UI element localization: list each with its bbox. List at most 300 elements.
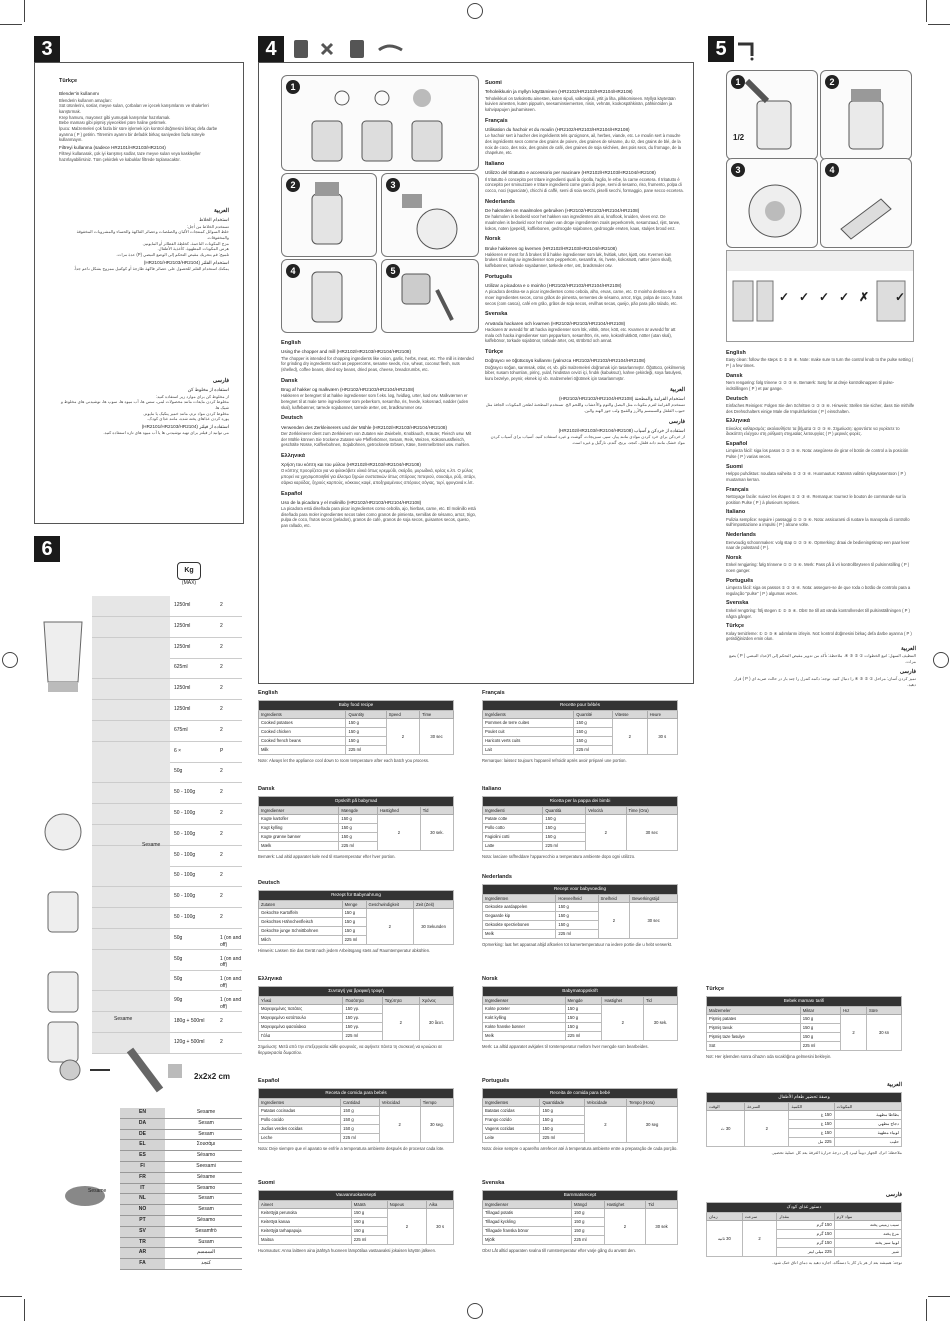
- quantity-cell: 150 g: [565, 1014, 602, 1023]
- quantity-cell: 150 g: [574, 728, 613, 737]
- speed-value: 2: [220, 602, 223, 608]
- lang-heading: English: [726, 350, 746, 356]
- column-header: Ingredienti: [483, 806, 543, 815]
- check-mark: ✓: [895, 290, 906, 304]
- table-row: [259, 815, 454, 824]
- ingredient-cell: Leite: [483, 1134, 540, 1143]
- column-header: Υλικά: [259, 996, 343, 1005]
- lang-code: IT: [120, 1184, 165, 1194]
- paragraph: Hakkeren er ment for å brukes til å hakke ingredienser som løk, hvitløk, urter, kjøtt, osv. Kvernen kan brukes til maling av ingredienser som pepperkorn, sesamfrø, ris, hvete, kokosnøtt, nøtter (uten skall), kaffebønner, tørkede soyabønner, tørkede erter, ost, brødsmuler osv.: [485, 251, 673, 269]
- ingredient-cell: Cooked chicken: [259, 728, 346, 737]
- quantity-row: [92, 950, 242, 971]
- speed-value: 1 (on and off): [220, 976, 242, 990]
- speed-value: 2: [220, 851, 223, 858]
- quantity-cell: 150 g: [565, 1023, 602, 1032]
- lang-code: NO: [120, 1205, 165, 1215]
- crop-mark: [926, 0, 927, 22]
- recipe-note: ملاحظة: اترك الجهاز دوماً ليبرد إلى درجة حرارة الغرفة بعد كل عملية تحضير.: [771, 1150, 902, 1156]
- paragraph: Filtreyi kullanarak, çok iyi karışmış sodlar, taze meyve suları veya kaskleyller hazırlayabilirsiniz. Tüm çekirdek ve kabuklar filtrede toplanacaktır.: [59, 151, 201, 162]
- section-5-header-bar: [734, 36, 760, 62]
- lang-block: [726, 646, 916, 665]
- table-row: [483, 903, 678, 912]
- column-header: الكمية: [789, 1102, 834, 1111]
- lang-block: [726, 487, 916, 506]
- ingredient-cell: Patate cotte: [483, 815, 543, 824]
- quantity-cell: 150 غ: [789, 1129, 834, 1138]
- paragraph: Limpeza fácil: siga os passos ① ② ③ ④. Nota: assegure-se de que roda o botão de controlo para a regulação "pulse" ( P ) algumas vezes.: [726, 585, 911, 596]
- column-header: Tid: [420, 806, 453, 815]
- bullet: مخلوط کردن مایعات مانند محصولات لبنی، سس ها، آب میوه ها، سوپ ها، نوشیدنی های مخلوط و شیک ها.: [60, 399, 229, 410]
- table-row: [483, 719, 678, 728]
- sesame-word: السمسم: [196, 1249, 216, 1256]
- quantity-cell: 150 g: [540, 1125, 584, 1134]
- recipe-table: [482, 1190, 678, 1245]
- subheading: Doğrayıcı ve öğütücüyü kullanmı (yalnızca HR2102/HR2103/HR2104/HR2108): [485, 358, 646, 364]
- ingredient-cell: Kokte franske bønner: [483, 1023, 566, 1032]
- lang-heading: Español: [281, 490, 303, 497]
- quantity-cell: 225 ml: [346, 746, 386, 755]
- crop-mark: [928, 1296, 950, 1297]
- time-cell: 30 sn: [866, 1015, 901, 1051]
- column-header: Hastighet: [604, 1200, 646, 1209]
- recipe-title: Babymatoppskrift: [483, 987, 678, 996]
- lang-code: PT: [120, 1216, 165, 1226]
- speed-cell: 2: [841, 1015, 867, 1051]
- lang-row: [120, 1162, 242, 1173]
- quantity-value: 1250ml: [174, 685, 191, 692]
- quantity-cell: 150 g: [556, 912, 598, 921]
- column-header: زمان: [707, 1212, 743, 1221]
- lang-heading: Português: [485, 273, 513, 280]
- quantity-value: 90g: [174, 997, 183, 1004]
- quantity-cell: 150 g: [339, 833, 378, 842]
- lang-block: [485, 311, 685, 344]
- quantity-value: 50 - 100g: [174, 872, 196, 879]
- bullet: خلط السوائل كمنتجات الألبان والصلصات وعصائر الفاكهة والحساء والمشروبات المخفوقة والمخفوقات.: [76, 229, 229, 240]
- ingredient-image: [92, 596, 170, 616]
- paragraph: Der Zerkleinerer dient zum Zerkleinern von Zutaten wie Zwiebeln, Knoblauch, Kräuter, Fleisch usw. Mit der Mühle können Sie trockene Zutaten wie Pfefferkörner, Sesam, Reis, Weizen, Kokosnussfleisch, geschälte Nüsse, Kaffeebohnen, Sojabohnen, getrocknete Erbsen, Käse, Semmelbrösel usw. mahlen.: [281, 430, 472, 448]
- quantity-cell: 225 ml: [574, 746, 613, 755]
- quantity-cell: 150 γρ.: [343, 1023, 382, 1032]
- quantity-cell: 225 ml: [543, 842, 586, 851]
- s4-right-text: [485, 75, 685, 446]
- column-header: Vitesse: [612, 710, 647, 719]
- column-header: Χρόνος: [419, 996, 453, 1005]
- time-cell: 30 sec: [420, 719, 454, 755]
- quantity-cell: 150 g: [341, 1116, 380, 1125]
- column-header: Cantidad: [341, 1098, 380, 1107]
- subheading: Utilisation du hachoir et du moulin (HR2102/HR2103/HR2104/HR2108): [485, 127, 630, 133]
- ingredient-cell: Γάλα: [259, 1032, 343, 1041]
- ingredient-cell: Μαγειρεμένο κοτόπουλο: [259, 1014, 343, 1023]
- crop-mark: [24, 1299, 25, 1321]
- sesame-label: Sesame: [142, 842, 161, 848]
- recipe-title: Recette pour bébés: [483, 701, 678, 710]
- table-row: [707, 1015, 902, 1024]
- speed-value: 2: [220, 914, 223, 920]
- column-header: Aika: [427, 1200, 454, 1209]
- subheading: Blender'in kullanımı: [59, 91, 99, 97]
- ingredient-cell: دجاج مطهي: [834, 1120, 901, 1129]
- subheading: استخدام الفلتر (HR2101/HR2103/HR2104): [143, 259, 229, 265]
- cube-label: 2x2x2 cm: [194, 1072, 231, 1081]
- lang-heading: فارسی: [885, 1192, 902, 1198]
- lang-block: [281, 491, 477, 529]
- recipe-title: Receta de comida para bebés: [259, 1089, 454, 1098]
- recipe-block: [258, 1078, 454, 1152]
- lang-block: [726, 669, 916, 688]
- paragraph: تمیز کردن آسان: مراحل ① ② ③ ④ را دنبال کنید. توجه: دکمه کنترل را چند بار در حالت ضربه ای ( P ) قرار دهید.: [733, 676, 916, 687]
- lang-heading: Dansk: [281, 377, 298, 384]
- quantity-cell: 225 میلی لیتر: [777, 1248, 834, 1257]
- lang-heading: Italiano: [482, 786, 502, 792]
- recipe-block: [706, 1082, 902, 1156]
- ingredient-cell: Cooked french beans: [259, 737, 346, 746]
- column-header: Zutaten: [259, 900, 343, 909]
- recipe-note: Σημείωση: Μετά από την επεξεργασία κάθε φουρνιάς, να αφήνετε πάντα τη συσκευή να κρυώσει σε θερμοκρασία δωματίου.: [258, 1044, 443, 1055]
- quantity-row: [92, 742, 242, 763]
- ingredient-cell: Keitettyjä tarhapapuja: [259, 1227, 352, 1236]
- lang-row: [120, 1216, 242, 1227]
- subheading: استخدام الفرامة والمطحنة (HR2102/HR2103/HR2104/HR2108): [558, 396, 685, 402]
- ingredient-cell: Pollo cotto: [483, 824, 543, 833]
- quantity-cell: 150 g: [341, 1125, 380, 1134]
- ingredient-cell: Cooked potatoes: [259, 719, 346, 728]
- table-row: [259, 1005, 454, 1014]
- quantity-cell: 150 گرم: [777, 1230, 834, 1239]
- clean-step-2: 2: [820, 70, 912, 160]
- recipe-title: Receita de comida para bebé: [483, 1089, 678, 1098]
- ingredient-image: [92, 762, 170, 782]
- crop-mark: [928, 24, 950, 25]
- column-header: Quantidade: [540, 1098, 584, 1107]
- quantity-cell: 150 γρ.: [343, 1005, 382, 1014]
- recipe-note: Obs! Låt alltid apparaten svalna till rumstemperatur efter varje gång du använt den.: [482, 1248, 636, 1254]
- paragraph: Εύκολος καθαρισμός: ακολουθήστε τα βήματα ① ② ③ ④. Σημείωση: φροντίστε να γυρίσετε το διακόπτη ελέγχου στη ρύθμιση στιγμιαίας λειτουργίας ( P ) μερικές φορές.: [726, 425, 900, 437]
- lang-heading: Nederlands: [482, 874, 512, 880]
- lang-heading: فارسی: [899, 668, 916, 675]
- quantity-value: 50g: [174, 955, 183, 962]
- quantity-cell: 225 ml: [341, 1134, 380, 1143]
- quantity-row: [92, 970, 242, 991]
- column-header: Bewerkingstijd: [630, 894, 678, 903]
- paragraph: Helppo puhdistus: noudata vaiheita ① ② ③ ④. Huomautus: Käännä valitsin sykäysasentoon ( P ) muutaman kerran.: [726, 471, 906, 482]
- sesame-word: Sesamo: [196, 1184, 216, 1191]
- paragraph: Enkel rengjøring: følg trinnene ① ② ③ ④. Merk: Pass på å vri kontrollbryteren til pulsinnstilling ( P ) noen ganger.: [726, 562, 910, 573]
- column-header: Velocità: [586, 806, 626, 815]
- column-header: Nopeus: [387, 1200, 427, 1209]
- speed-value: 1 (on and off): [220, 997, 242, 1010]
- subheading: Verwenden des Zerkleinerers und der Mühle (HR2102/HR2103/HR2104/HR2108): [281, 424, 447, 430]
- time-cell: 30 sec: [626, 815, 678, 851]
- lang-heading: Italiano: [726, 509, 746, 516]
- paragraph: Pulizia semplice: seguire i passaggi ① ② ③ ④. Nota: assicurarsi di ruotare la manopola di controllo sull'impostazione a impulsi ( P ) alcune volte.: [726, 516, 910, 528]
- lang-block: [485, 236, 685, 269]
- lang-heading: Deutsch: [258, 880, 280, 886]
- time-cell: 30 ث: [707, 1111, 745, 1147]
- paragraph: The chopper is intended for chopping ingredients like onion, garlic, herbs, meat, etc. The mill is intended for grinding dry ingredients such as peppercorns, sesame seeds, rice, wheat, coconut flesh, nuts (shelled), coffee beans, dried soy beans, dried peas, cheese, breadcrumbs, etc.: [281, 355, 474, 372]
- lang-heading: Dansk: [258, 786, 275, 792]
- column-header: Quantità: [543, 806, 586, 815]
- lang-block: [485, 161, 685, 194]
- quantity-value: 50 - 100g: [174, 810, 196, 816]
- lang-row: [120, 1140, 242, 1151]
- quantity-cell: 150 g: [572, 1227, 605, 1236]
- lang-heading: English: [258, 690, 278, 696]
- lang-row: [120, 1151, 242, 1162]
- quantity-value: 675ml: [174, 726, 188, 733]
- lang-code: FA: [120, 1259, 165, 1269]
- quantity-cell: 225 مل: [789, 1138, 834, 1147]
- speed-cell: 2: [602, 1005, 644, 1041]
- ingredient-image: [92, 742, 170, 762]
- bullet: هرس المكونات المطهوة، كأغذية الأطفال.: [157, 246, 229, 252]
- lang-heading: Suomi: [258, 1180, 275, 1186]
- lang-block: [485, 274, 685, 307]
- bullet: مخلوط کردن مواد نرم، مانند خمیر پنکیک یا مایونز.: [142, 410, 229, 416]
- sesame-word: Seesami: [196, 1162, 216, 1169]
- ingredient-image: [92, 721, 170, 741]
- lang-heading: Türkçe: [726, 623, 745, 630]
- lang-heading: Ελληνικά: [281, 452, 305, 459]
- quantity-value: 625ml: [174, 664, 188, 671]
- ingredient-image: [92, 950, 170, 970]
- recipe-block: [482, 1078, 678, 1152]
- lang-heading: Svenska: [485, 311, 508, 318]
- lang-heading: Deutsch: [281, 415, 303, 422]
- ingredient-image: [92, 804, 170, 824]
- speed-value: 2: [220, 643, 223, 650]
- ingredient-image: [92, 970, 170, 990]
- quantity-row: [92, 638, 242, 659]
- accessory-icons: [284, 36, 410, 62]
- quantity-cell: 225 ml: [339, 842, 378, 851]
- recipe-note: Huomautus: Anna laitteen aina jäähtyä huoneen lämpötilaa vastaavaksi jokaisen käytön jälkeen.: [258, 1248, 437, 1254]
- kg-max-icon: [176, 562, 202, 590]
- time-cell: 30 sek: [646, 1209, 678, 1245]
- subheading: استخدام الخلاط: [199, 217, 229, 223]
- quantity-value: 180g + 500ml: [174, 1018, 205, 1024]
- table-row: [483, 1209, 678, 1218]
- lang-row: [120, 1194, 242, 1205]
- lang-block: [726, 600, 916, 619]
- bullet: Krep hamuru, mayonez gibi yumuşak karışımlar hazırlamak.: [59, 114, 171, 120]
- ingredient-cell: Kogte kartofler: [259, 815, 339, 824]
- column-header: Quantité: [574, 710, 613, 719]
- paragraph: Il tritatutto è concepito per tritare ingredienti quali la cipolla, l'aglio, le erbe, la carne eccetera. Il tritatutto è concepito per sminuzzare e tritare ingredienti come grani di pepe, semi di sesamo, riso, frumento, polpa di cocco, noci (sgusciate), chicchi di caffè, semi di soia secchi, piselli secchi, formaggio, pane secco eccetera.: [485, 176, 684, 193]
- lang-code: DE: [120, 1130, 165, 1140]
- paragraph: Le hachoir sert à hacher des ingrédients tels qu'oignons, ail, herbes, viande, etc. Le moulin sert à moudre des ingrédients secs comme des grains de poivre, des graines de sésame, du riz, des grains de blé, de la noix de coco, des noix, des grains de café, des graines de soja séchées, des pois secs, du fromage, de la chapelure, etc.: [485, 133, 681, 156]
- recipe-title: Recept voor babyvoeding: [483, 885, 678, 894]
- ingredient-cell: Tillagade franska bönor: [483, 1227, 572, 1236]
- column-header: Ingredientes: [483, 1098, 540, 1107]
- time-cell: 30 seg.: [420, 1107, 453, 1143]
- ingredient-cell: Milch: [259, 936, 343, 945]
- time-cell: 30 seg: [627, 1107, 678, 1143]
- column-header: Aineet: [259, 1200, 352, 1209]
- quantity-cell: 150 غ: [789, 1120, 834, 1129]
- column-header: Menge: [342, 900, 366, 909]
- ingredient-cell: Μαγειρεμένες πατάτες: [259, 1005, 343, 1014]
- recipe-title: Opskrift på babymad: [259, 797, 454, 806]
- lang-heading: Ελληνικά: [258, 976, 282, 982]
- sesame-language-table: [120, 1108, 242, 1270]
- check-mark: ✓: [819, 290, 830, 304]
- quantity-cell: 150 g: [341, 1107, 380, 1116]
- column-header: Tiempo: [420, 1098, 453, 1107]
- sesame-word: Sesam: [198, 1206, 214, 1213]
- sesame-word: Susam: [198, 1238, 214, 1245]
- section-number-5: 5: [708, 36, 734, 62]
- quantity-cell: 150 g: [346, 728, 386, 737]
- subheading: Teholeikkurin ja myllyn käyttäminen (HR2102/HR2103/HR2104/HR2108): [485, 89, 633, 95]
- quantity-row: [92, 721, 242, 742]
- quantity-cell: 225 ml: [572, 1236, 605, 1245]
- s5-text: [726, 346, 916, 687]
- recipe-block: [482, 874, 678, 948]
- lang-row: [120, 1227, 242, 1238]
- column-header: Ingrédients: [483, 710, 574, 719]
- column-header: سرعت: [742, 1212, 777, 1221]
- sesame-word: Sésamo: [196, 1216, 216, 1223]
- lang-heading: فارسی: [668, 418, 685, 425]
- ingredient-image: [92, 929, 170, 949]
- paragraph: Teholeikkuri on tarkoitettu ainesten, kuten sipuli, valkosipuli, yrtit ja liha, pilkkomiseen. Myllyä käytetään kuivien ainesten, kuten pippurin, seesaminsiementen, riisin, vehnän, kookospähkinän, pähkinöiden ja kahvipapujen jauhamiseen.: [485, 95, 676, 112]
- lang-heading: Suomi: [485, 80, 502, 86]
- lang-row: [120, 1130, 242, 1141]
- column-header: Velocidad: [379, 1098, 420, 1107]
- lang-code: SV: [120, 1227, 165, 1237]
- ingredient-cell: Fagiolini cotti: [483, 833, 543, 842]
- column-header: الوقت: [707, 1102, 745, 1111]
- quantity-value: 50 - 100g: [174, 789, 196, 796]
- lang-code: AR: [120, 1248, 165, 1258]
- subheading: استفاده از فیلتر (HR2101/HR2103/HR2104): [141, 423, 229, 429]
- quantity-cell: 150 g: [543, 815, 586, 824]
- speed-value: 2: [220, 664, 223, 671]
- ingredient-cell: لوبياء مطهية: [834, 1129, 901, 1138]
- lang-heading: Français: [482, 690, 505, 696]
- paragraph: Limpieza fácil: siga los pasos ① ② ③ ④. Nota: asegúrese de girar el botón de control a la posición Pulse ( P ) varias veces.: [726, 448, 909, 460]
- lang-heading: Español: [258, 1078, 280, 1084]
- ingredient-image: [92, 866, 170, 886]
- quantity-cell: 225 ml: [556, 930, 598, 939]
- lang-block: [281, 378, 477, 411]
- lang-heading: Türkçe: [706, 986, 725, 992]
- recipe-note: Note: Always let the appliance cool down to room temperature after each batch you process.: [258, 758, 430, 764]
- sesame-word: Sesam: [198, 1195, 214, 1202]
- column-header: Hastighet: [602, 996, 644, 1005]
- lang-heading: Svenska: [726, 600, 749, 607]
- ingredient-cell: Gekookte aardappelen: [483, 903, 556, 912]
- registration-mark: [467, 3, 483, 19]
- ingredient-cell: Μαγειρεμένα φασολάκια: [259, 1023, 343, 1032]
- quantity-value: 50 - 100g: [174, 851, 196, 858]
- quantity-row: [92, 783, 242, 804]
- quantity-row: [92, 596, 242, 617]
- kg-label: Kg: [177, 562, 201, 580]
- lang-heading: Français: [726, 486, 749, 493]
- quantity-value: 1250ml: [174, 643, 191, 650]
- speed-cell: 2: [382, 1005, 419, 1041]
- crop-mark: [926, 1299, 927, 1321]
- quantity-cell: 225 ml: [351, 1236, 387, 1245]
- lang-heading: Svenska: [482, 1180, 505, 1186]
- paragraph: La picadora está diseñada para picar ingredientes como cebolla, ajo, hierbas, carne, etc. El molinillo está diseñado para moler ingredientes secos tales como granos de pimienta, semillas de sésamo, arroz, trigo, pulpa de coco, frutos secos (pelados), granos de café, granos de soja secos, guisantes secos, queso, pan rallado, etc.: [281, 506, 477, 529]
- quantity-row: [92, 908, 242, 929]
- time-cell: 30 sek.: [644, 1005, 678, 1041]
- paragraph: Doğrayıcı soğan, sarımsak, otlar, et, vb. gibi malzemeleri doğramak için tasarlanmıştır. Öğütücü, çekilmemiş biber, susam tohumları, pirinç, yulaf, hindistan cevizi içi, fındık (kabuksuz), kahve çekirdeği, soya fasulyesi, kuru bezelye, peynir, ekmek içi vb. malzemeleri öğütmek için tasarlanmıştır.: [485, 364, 685, 381]
- lang-heading: العربية: [886, 1082, 902, 1088]
- lang-block: [281, 453, 477, 486]
- recipe-table: [482, 1088, 678, 1143]
- recipe-note: Remarque: laissez toujours l'appareil refroidir après avoir préparé une portion.: [482, 758, 627, 764]
- lang-heading: Ελληνικά: [726, 418, 750, 425]
- ingredient-cell: Gekochtes Hähnchenfleisch: [259, 918, 343, 927]
- lang-row: [120, 1119, 242, 1130]
- quantity-cell: 150 g: [574, 719, 613, 728]
- recipe-title: وصفة تحضير طعام الأطفال: [707, 1093, 902, 1102]
- quantity-cell: 150 g: [346, 737, 386, 746]
- lang-block: [726, 350, 916, 369]
- clean-step-1: 1 1/2: [726, 70, 818, 160]
- crop-mark: [0, 1296, 22, 1297]
- ingredient-cell: بطاطا مطهية: [834, 1111, 901, 1120]
- recipe-table: [258, 890, 454, 945]
- lang-heading: Norsk: [726, 554, 742, 561]
- paragraph: Nem rengøring: følg trinene ① ② ③ ④. Bemærk: Sørg for at dreje kontrolknappen til pulse-indstillingen ( P ) et par gange.: [726, 380, 895, 391]
- recipe-note: Not: Her işlemden sonra cihazın oda sıcaklığına gelmesini bekleyin.: [706, 1054, 832, 1060]
- quantity-value: 1250ml: [174, 622, 191, 629]
- ingredient-cell: Kokt kylling: [483, 1014, 566, 1023]
- speed-cell: 2: [598, 903, 630, 939]
- registration-mark: [467, 1303, 483, 1319]
- quantity-value: 50g: [174, 934, 183, 941]
- quantity-cell: 225 ml: [800, 1042, 840, 1051]
- ingredient-image: [92, 991, 170, 1011]
- quantity-row: [92, 991, 242, 1012]
- clean-step-3: 3: [726, 158, 818, 248]
- bullet: Bebe maması gibi pişmiş yiyecekleri püre haline getirmek.: [59, 120, 167, 126]
- step-figure-3: 3: [381, 173, 479, 257]
- column-header: Ingredienser: [259, 806, 339, 815]
- column-header: Malzemeler: [707, 1006, 801, 1015]
- lang-code: DA: [120, 1119, 165, 1129]
- recipe-title: Vauvanruokaresepti: [259, 1191, 454, 1200]
- time-cell: 30 sec: [630, 903, 678, 939]
- sesame-word: Sesamfrö: [195, 1227, 217, 1234]
- subheading: Utilizzo del tritatutto e accessorio per macinare (HR2102/HR2103/HR2104/HR2108): [485, 170, 656, 176]
- table-row: [259, 1209, 454, 1218]
- ingredient-cell: Pollo cocido: [259, 1116, 341, 1125]
- column-header: Tid: [646, 1200, 678, 1209]
- lang-heading: Norsk: [485, 236, 501, 243]
- lang-block: [726, 464, 916, 483]
- lang-heading: Español: [726, 441, 748, 448]
- column-header: Ταχύτητα: [382, 996, 419, 1005]
- ingredient-cell: Pişmiş patates: [707, 1015, 801, 1024]
- lang-block: [281, 340, 477, 373]
- quantity-cell: 150 g: [540, 1116, 584, 1125]
- speed-value: 2: [220, 726, 223, 733]
- ingredient-cell: Poulet cuit: [483, 728, 574, 737]
- column-header: Hız: [841, 1006, 867, 1015]
- lang-heading: Português: [482, 1078, 510, 1084]
- ingredient-image: [92, 638, 170, 658]
- bullet: پوره کردن غذاهای پخته شده، مانند غذای کودک.: [147, 416, 229, 422]
- quantity-cell: 150 g: [540, 1107, 584, 1116]
- quantity-cell: 150 g: [543, 824, 586, 833]
